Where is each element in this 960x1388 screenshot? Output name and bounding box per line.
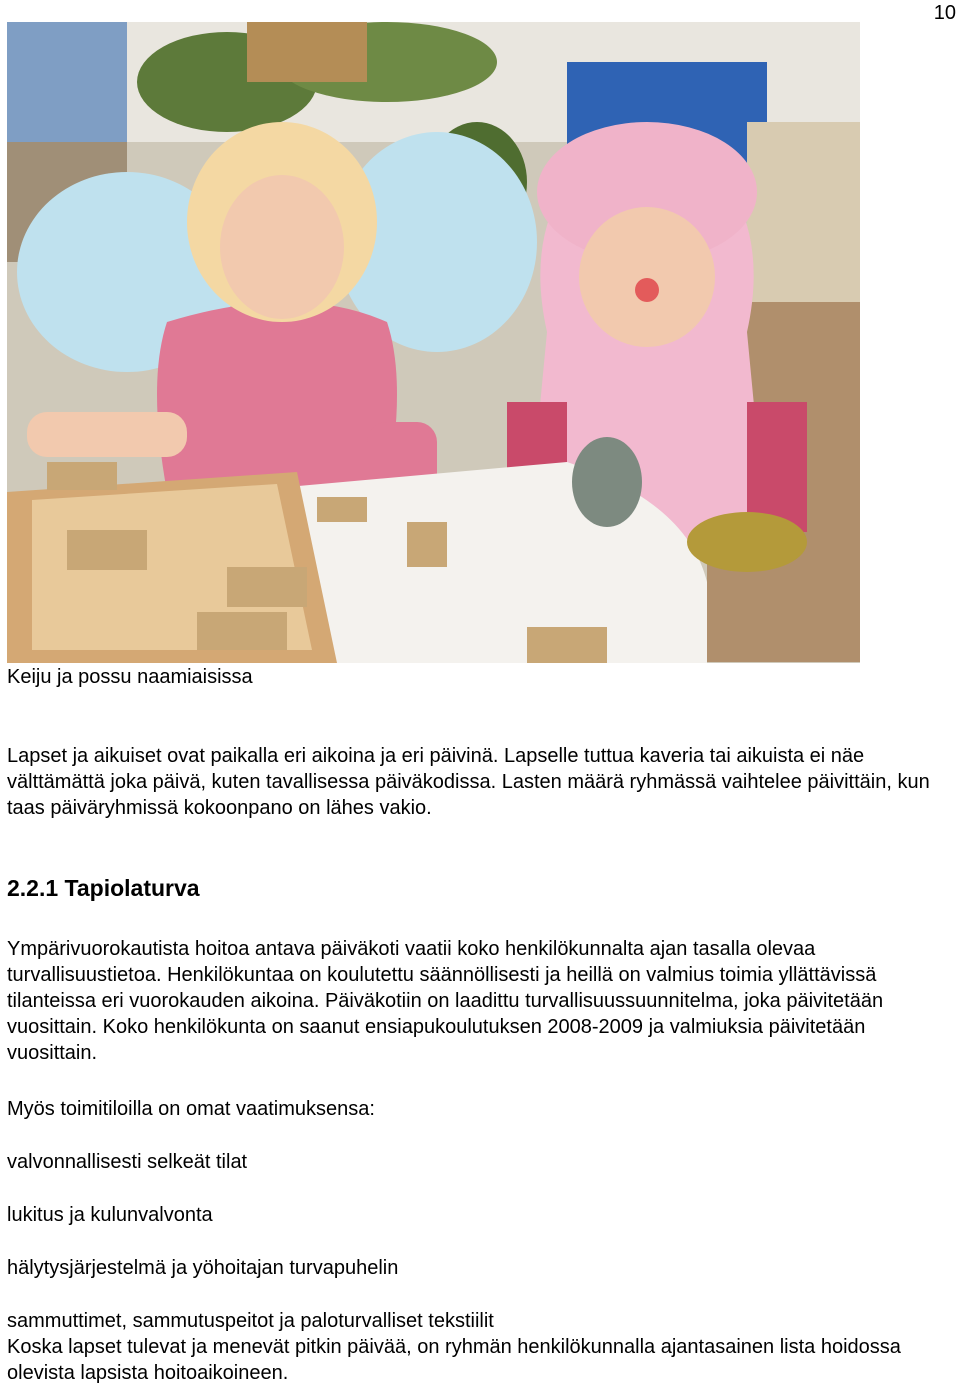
page-number: 10 (933, 2, 956, 24)
section-paragraph: Ympärivuorokautista hoitoa antava päiväkoti vaatii koko henkilökunnalta ajan tasalla olevaa turvallisuustietoa. Henkilökuntaa on koulutettu säännöllisesti ja heillä on valmius toimia yllättävissä tilanteissa eri vuorokauden aikoina. Päiväkotiin on laadittu turvallisuussuunnitelma, joka päivitetään vuosittain. Koko henkilökunta on saanut ensiapukoulutuksen 2008-2009 ja valmiuksia päivitetään vuosittain. (7, 938, 884, 1064)
requirement-item: sammuttimet, sammutuspeitot ja paloturvalliset tekstiilit (7, 1310, 494, 1332)
intro-paragraph: Lapset ja aikuiset ovat paikalla eri aikoina ja eri päivinä. Lapselle tuttua kaveria tai aikuista ei näe välttämättä joka päivä, kuten tavallisessa päiväkodissa. Lasten määrä ryhmässä vaihtelee päivittäin, kun taas päiväryhmissä kokoonpano on lähes vakio. (7, 745, 930, 819)
requirement-item: lukitus ja kulunvalvonta (7, 1204, 213, 1226)
requirement-item: valvonnallisesti selkeät tilat (7, 1151, 248, 1173)
closing-paragraph: Koska lapset tulevat ja menevät pitkin päivää, on ryhmän henkilökunnalla ajantasainen lista hoidossa olevista lapsista hoitoaikoineen. (7, 1336, 901, 1384)
requirements-intro: Myös toimitiloilla on omat vaatimuksensa: (7, 1098, 375, 1120)
requirement-item: hälytysjärjestelmä ja yöhoitajan turvapuhelin (7, 1257, 399, 1279)
photo-caption: Keiju ja possu naamiaisissa (7, 666, 253, 688)
section-heading: 2.2.1 Tapiolaturva (7, 875, 200, 901)
photo-children-costumes (7, 22, 860, 663)
